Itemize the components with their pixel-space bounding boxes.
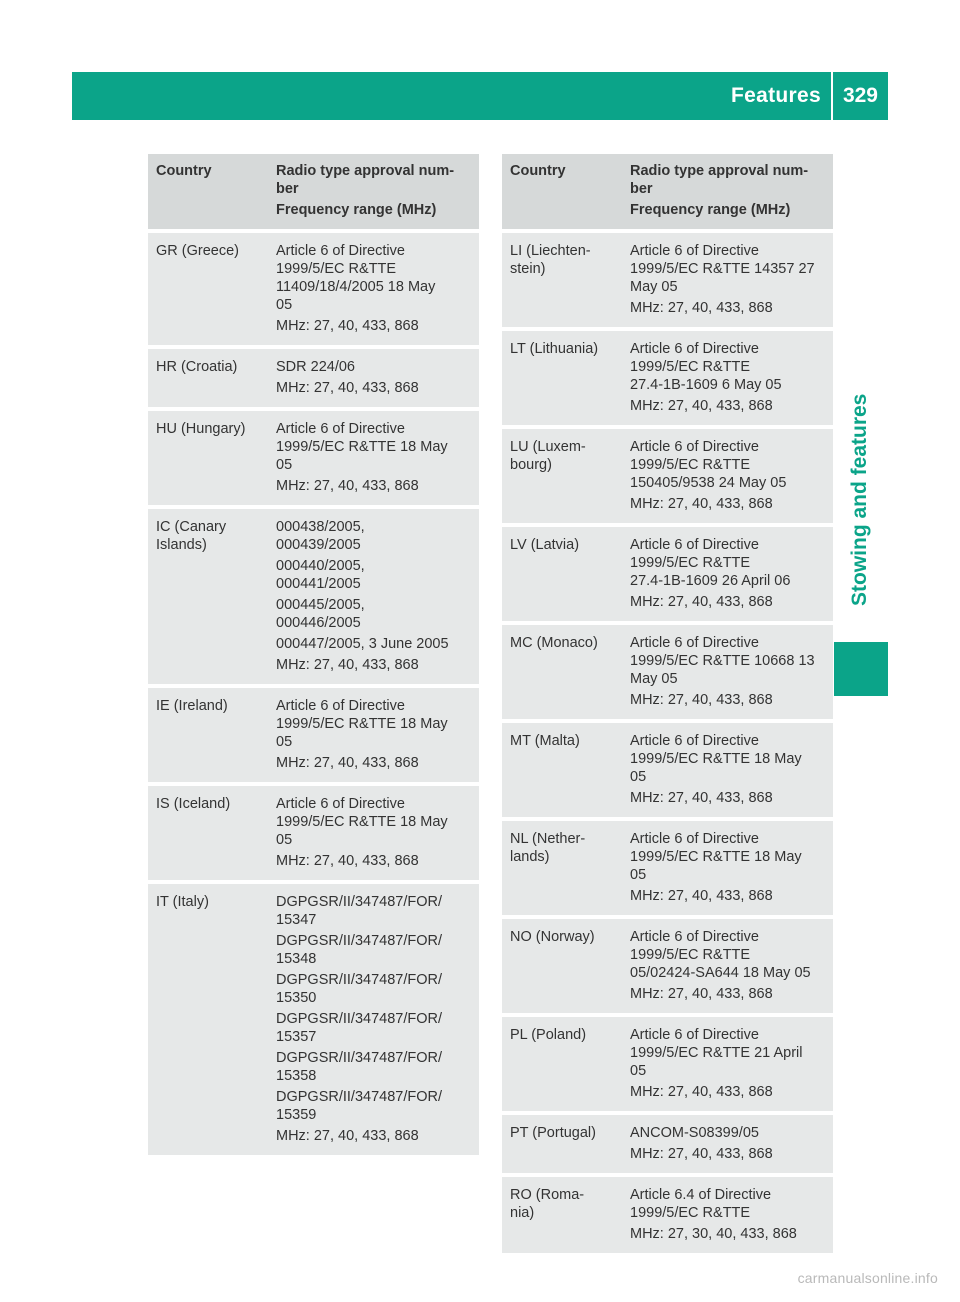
approval-cell bbox=[622, 817, 833, 915]
table-header-row bbox=[148, 154, 479, 229]
approval-paragraph bbox=[630, 242, 827, 296]
country-cell bbox=[502, 229, 622, 327]
approval-column-header bbox=[268, 154, 479, 229]
country-cell bbox=[502, 425, 622, 523]
approval-line: 000438/2005, bbox=[276, 519, 365, 535]
approval-paragraph bbox=[630, 789, 827, 807]
approval-line: 1999/5/EC R&TTE bbox=[630, 947, 751, 963]
approval-cell bbox=[622, 425, 833, 523]
approval-cell bbox=[622, 1013, 833, 1111]
approval-cell bbox=[268, 684, 479, 782]
approval-line: 1999/5/EC R&TTE 21 April bbox=[630, 1045, 803, 1061]
chapter-label: Stowing and features bbox=[848, 393, 871, 606]
approval-cell bbox=[268, 345, 479, 407]
table-row bbox=[148, 407, 479, 505]
country-cell bbox=[148, 684, 268, 782]
approval-line: MHz: 27, 40, 433, 868 bbox=[630, 986, 773, 1002]
table-row bbox=[502, 1111, 833, 1173]
table-row bbox=[148, 684, 479, 782]
approval-paragraph bbox=[276, 242, 473, 314]
approval-paragraph bbox=[276, 971, 473, 1007]
approval-line: 000445/2005, bbox=[276, 597, 365, 613]
approval-paragraph bbox=[276, 379, 473, 397]
approval-line: Article 6 of Directive bbox=[630, 341, 759, 357]
country-cell bbox=[148, 407, 268, 505]
approval-line: ANCOM-S08399/05 bbox=[630, 1125, 759, 1141]
approval-line: 15348 bbox=[276, 951, 317, 967]
approval-line: MHz: 27, 40, 433, 868 bbox=[630, 300, 773, 316]
table-row bbox=[502, 1013, 833, 1111]
table-row bbox=[502, 425, 833, 523]
approval-paragraph bbox=[276, 656, 473, 674]
country-cell bbox=[502, 719, 622, 817]
country-column-header: Country bbox=[148, 154, 268, 229]
approval-paragraph bbox=[630, 830, 827, 884]
approval-line: 05/02424-SA644 18 May 05 bbox=[630, 965, 811, 981]
table-row bbox=[502, 1173, 833, 1253]
country-cell bbox=[502, 817, 622, 915]
approval-line: 1999/5/EC R&TTE 18 May bbox=[276, 439, 448, 455]
approval-line: Article 6 of Directive bbox=[630, 537, 759, 553]
table-row bbox=[502, 229, 833, 327]
section-title: Features bbox=[731, 84, 821, 107]
table-row bbox=[502, 327, 833, 425]
approval-line: 05 bbox=[276, 734, 293, 750]
approval-paragraph bbox=[630, 593, 827, 611]
header-line: ber bbox=[630, 181, 653, 197]
approval-line: DGPGSR/II/347487/FOR/ bbox=[276, 1011, 443, 1027]
approval-paragraph bbox=[630, 1083, 827, 1101]
page-number: 329 bbox=[842, 84, 878, 107]
table-row bbox=[148, 345, 479, 407]
country-line: LV (Latvia) bbox=[510, 537, 580, 553]
approval-line: MHz: 27, 40, 433, 868 bbox=[630, 692, 773, 708]
approval-paragraph bbox=[276, 852, 473, 870]
approval-paragraph bbox=[630, 340, 827, 394]
approval-cell bbox=[622, 1173, 833, 1253]
approval-paragraph bbox=[630, 928, 827, 982]
approval-line: Article 6 of Directive bbox=[630, 831, 759, 847]
approval-line: 150405/9538 24 May 05 bbox=[630, 475, 787, 491]
approval-line: 1999/5/EC R&TTE bbox=[630, 1205, 751, 1221]
approval-paragraph bbox=[276, 697, 473, 751]
approval-line: Article 6 of Directive bbox=[630, 439, 759, 455]
approval-paragraph bbox=[276, 635, 473, 653]
approval-line: MHz: 27, 40, 433, 868 bbox=[276, 318, 419, 334]
approval-line: 1999/5/EC R&TTE 18 May bbox=[630, 751, 802, 767]
approval-line: MHz: 27, 30, 40, 433, 868 bbox=[630, 1226, 797, 1242]
table-row bbox=[148, 505, 479, 684]
frequency-header: Frequency range (MHz) bbox=[276, 202, 437, 218]
approval-line: 05 bbox=[630, 769, 647, 785]
approval-paragraph bbox=[630, 732, 827, 786]
approval-paragraph bbox=[630, 887, 827, 905]
country-line: lands) bbox=[510, 849, 550, 865]
approval-paragraph bbox=[630, 397, 827, 415]
country-cell bbox=[502, 621, 622, 719]
country-line: nia) bbox=[510, 1205, 535, 1221]
approval-paragraph bbox=[276, 1010, 473, 1046]
chapter-side-tab bbox=[834, 306, 888, 606]
watermark: carmanualsonline.info bbox=[797, 1270, 938, 1286]
header-line: Radio type approval num- bbox=[630, 163, 809, 179]
country-line: bourg) bbox=[510, 457, 552, 473]
country-cell bbox=[148, 229, 268, 345]
approval-cell bbox=[268, 880, 479, 1155]
approval-line: 05 bbox=[276, 832, 293, 848]
country-cell bbox=[502, 523, 622, 621]
approval-line: 1999/5/EC R&TTE 18 May bbox=[630, 849, 802, 865]
approval-line: 15357 bbox=[276, 1029, 317, 1045]
approval-line: MHz: 27, 40, 433, 868 bbox=[276, 853, 419, 869]
approval-paragraph bbox=[276, 358, 473, 376]
approval-line: DGPGSR/II/347487/FOR/ bbox=[276, 972, 443, 988]
country-cell bbox=[148, 880, 268, 1155]
country-cell bbox=[502, 915, 622, 1013]
approval-line: DGPGSR/II/347487/FOR/ bbox=[276, 933, 443, 949]
approval-line: 1999/5/EC R&TTE bbox=[630, 555, 751, 571]
approval-line: 000439/2005 bbox=[276, 537, 361, 553]
approval-line: MHz: 27, 40, 433, 868 bbox=[630, 888, 773, 904]
approval-cell bbox=[622, 719, 833, 817]
approval-paragraph bbox=[276, 1088, 473, 1124]
approval-line: May 05 bbox=[630, 671, 678, 687]
header-line: Radio type approval num- bbox=[276, 163, 455, 179]
table-row bbox=[148, 782, 479, 880]
frequency-header: Frequency range (MHz) bbox=[630, 202, 791, 218]
approval-cell bbox=[622, 621, 833, 719]
approval-line: DGPGSR/II/347487/FOR/ bbox=[276, 894, 443, 910]
approval-paragraph bbox=[630, 299, 827, 317]
approval-line: 15347 bbox=[276, 912, 317, 928]
approval-line: MHz: 27, 40, 433, 868 bbox=[630, 398, 773, 414]
approval-cell bbox=[268, 229, 479, 345]
country-cell bbox=[502, 1173, 622, 1253]
approval-line: 1999/5/EC R&TTE 14357 27 bbox=[630, 261, 815, 277]
approval-paragraph bbox=[276, 477, 473, 495]
approval-line: SDR 224/06 bbox=[276, 359, 355, 375]
country-cell bbox=[148, 345, 268, 407]
country-line: LT (Lithuania) bbox=[510, 341, 599, 357]
approval-line: 1999/5/EC R&TTE bbox=[630, 359, 751, 375]
table-row bbox=[502, 523, 833, 621]
approval-line: Article 6 of Directive bbox=[276, 243, 405, 259]
approval-paragraph bbox=[276, 1127, 473, 1145]
table-row bbox=[502, 621, 833, 719]
table-body bbox=[148, 229, 479, 1155]
approval-paragraph bbox=[276, 893, 473, 929]
table-row bbox=[502, 719, 833, 817]
approval-line: Article 6 of Directive bbox=[630, 929, 759, 945]
approval-line: 000440/2005, bbox=[276, 558, 365, 574]
approval-cell bbox=[622, 327, 833, 425]
approval-paragraph bbox=[630, 495, 827, 513]
approval-paragraph bbox=[276, 795, 473, 849]
approval-paragraph bbox=[630, 438, 827, 492]
country-cell bbox=[148, 782, 268, 880]
country-line: IS (Iceland) bbox=[156, 796, 231, 812]
approval-line: 11409/18/4/2005 18 May bbox=[276, 279, 436, 295]
approval-paragraph bbox=[630, 1225, 827, 1243]
approval-paragraph bbox=[276, 754, 473, 772]
approval-line: 000441/2005 bbox=[276, 576, 361, 592]
approval-table-right bbox=[502, 154, 833, 1253]
table-header-row bbox=[502, 154, 833, 229]
country-line: MT (Malta) bbox=[510, 733, 580, 749]
approval-cell bbox=[622, 523, 833, 621]
approval-paragraph bbox=[630, 634, 827, 688]
country-line: IC (Canary bbox=[156, 519, 227, 535]
approval-column-header bbox=[622, 154, 833, 229]
approval-line: Article 6 of Directive bbox=[276, 421, 405, 437]
country-cell bbox=[148, 505, 268, 684]
approval-line: DGPGSR/II/347487/FOR/ bbox=[276, 1089, 443, 1105]
approval-paragraph bbox=[630, 691, 827, 709]
approval-line: 1999/5/EC R&TTE 18 May bbox=[276, 814, 448, 830]
country-cell bbox=[502, 1111, 622, 1173]
approval-line: MHz: 27, 40, 433, 868 bbox=[630, 1084, 773, 1100]
approval-line: 15359 bbox=[276, 1107, 317, 1123]
country-cell bbox=[502, 327, 622, 425]
approval-line: Article 6 of Directive bbox=[630, 243, 759, 259]
approval-line: Article 6.4 of Directive bbox=[630, 1187, 772, 1203]
country-line: HU (Hungary) bbox=[156, 421, 246, 437]
approval-line: 000446/2005 bbox=[276, 615, 361, 631]
country-line: NL (Nether- bbox=[510, 831, 586, 847]
approval-paragraph bbox=[630, 1145, 827, 1163]
country-line: NO (Norway) bbox=[510, 929, 595, 945]
approval-line: MHz: 27, 40, 433, 868 bbox=[276, 1128, 419, 1144]
table-body bbox=[502, 229, 833, 1253]
chapter-marker bbox=[834, 642, 888, 696]
approval-line: 1999/5/EC R&TTE 10668 13 bbox=[630, 653, 815, 669]
country-line: PL (Poland) bbox=[510, 1027, 587, 1043]
approval-paragraph bbox=[630, 1186, 827, 1222]
approval-line: Article 6 of Directive bbox=[630, 1027, 759, 1043]
approval-line: MHz: 27, 40, 433, 868 bbox=[630, 594, 773, 610]
approval-line: MHz: 27, 40, 433, 868 bbox=[630, 790, 773, 806]
approval-line: 05 bbox=[630, 1063, 647, 1079]
approval-paragraph bbox=[276, 317, 473, 335]
approval-line: 15358 bbox=[276, 1068, 317, 1084]
approval-line: 27.4-1B-1609 6 May 05 bbox=[630, 377, 782, 393]
table-row bbox=[502, 817, 833, 915]
country-line: RO (Roma- bbox=[510, 1187, 585, 1203]
approval-paragraph bbox=[630, 985, 827, 1003]
approval-line: Article 6 of Directive bbox=[276, 698, 405, 714]
approval-line: MHz: 27, 40, 433, 868 bbox=[630, 496, 773, 512]
approval-line: 15350 bbox=[276, 990, 317, 1006]
table-row bbox=[148, 880, 479, 1155]
approval-line: 05 bbox=[276, 457, 293, 473]
approval-line: MHz: 27, 40, 433, 868 bbox=[276, 657, 419, 673]
approval-paragraph bbox=[630, 1026, 827, 1080]
country-line: IE (Ireland) bbox=[156, 698, 228, 714]
approval-cell bbox=[622, 1111, 833, 1173]
country-line: LI (Liechten- bbox=[510, 243, 591, 259]
section-header-bar bbox=[72, 72, 888, 120]
approval-line: DGPGSR/II/347487/FOR/ bbox=[276, 1050, 443, 1066]
approval-line: Article 6 of Directive bbox=[630, 733, 759, 749]
approval-paragraph bbox=[276, 596, 473, 632]
approval-line: MHz: 27, 40, 433, 868 bbox=[276, 755, 419, 771]
approval-line: Article 6 of Directive bbox=[276, 796, 405, 812]
approval-cell bbox=[268, 407, 479, 505]
approval-table-left bbox=[148, 154, 479, 1155]
approval-line: MHz: 27, 40, 433, 868 bbox=[276, 380, 419, 396]
country-column-header: Country bbox=[502, 154, 622, 229]
country-line: IT (Italy) bbox=[156, 894, 209, 910]
approval-cell bbox=[268, 505, 479, 684]
approval-line: 1999/5/EC R&TTE bbox=[630, 457, 751, 473]
approval-paragraph bbox=[630, 1124, 827, 1142]
country-line: MC (Monaco) bbox=[510, 635, 598, 651]
table-row bbox=[148, 229, 479, 345]
approval-line: 05 bbox=[276, 297, 293, 313]
table-row bbox=[502, 915, 833, 1013]
approval-cell bbox=[268, 782, 479, 880]
approval-line: 000447/2005, 3 June 2005 bbox=[276, 636, 449, 652]
approval-line: Article 6 of Directive bbox=[630, 635, 759, 651]
country-line: PT (Portugal) bbox=[510, 1125, 596, 1141]
approval-line: MHz: 27, 40, 433, 868 bbox=[630, 1146, 773, 1162]
country-line: HR (Croatia) bbox=[156, 359, 238, 375]
approval-paragraph bbox=[276, 518, 473, 554]
approval-line: May 05 bbox=[630, 279, 678, 295]
approval-cell bbox=[622, 915, 833, 1013]
approval-paragraph bbox=[630, 536, 827, 590]
approval-paragraph bbox=[276, 1049, 473, 1085]
approval-line: 1999/5/EC R&TTE bbox=[276, 261, 397, 277]
country-cell bbox=[502, 1013, 622, 1111]
country-line: stein) bbox=[510, 261, 546, 277]
approval-cell bbox=[622, 229, 833, 327]
country-line: Islands) bbox=[156, 537, 207, 553]
approval-line: MHz: 27, 40, 433, 868 bbox=[276, 478, 419, 494]
approval-paragraph bbox=[276, 932, 473, 968]
approval-line: 27.4-1B-1609 26 April 06 bbox=[630, 573, 791, 589]
approval-line: 1999/5/EC R&TTE 18 May bbox=[276, 716, 448, 732]
country-line: GR (Greece) bbox=[156, 243, 239, 259]
approval-paragraph bbox=[276, 557, 473, 593]
country-line: LU (Luxem- bbox=[510, 439, 586, 455]
header-line: ber bbox=[276, 181, 299, 197]
approval-line: 05 bbox=[630, 867, 647, 883]
approval-paragraph bbox=[276, 420, 473, 474]
